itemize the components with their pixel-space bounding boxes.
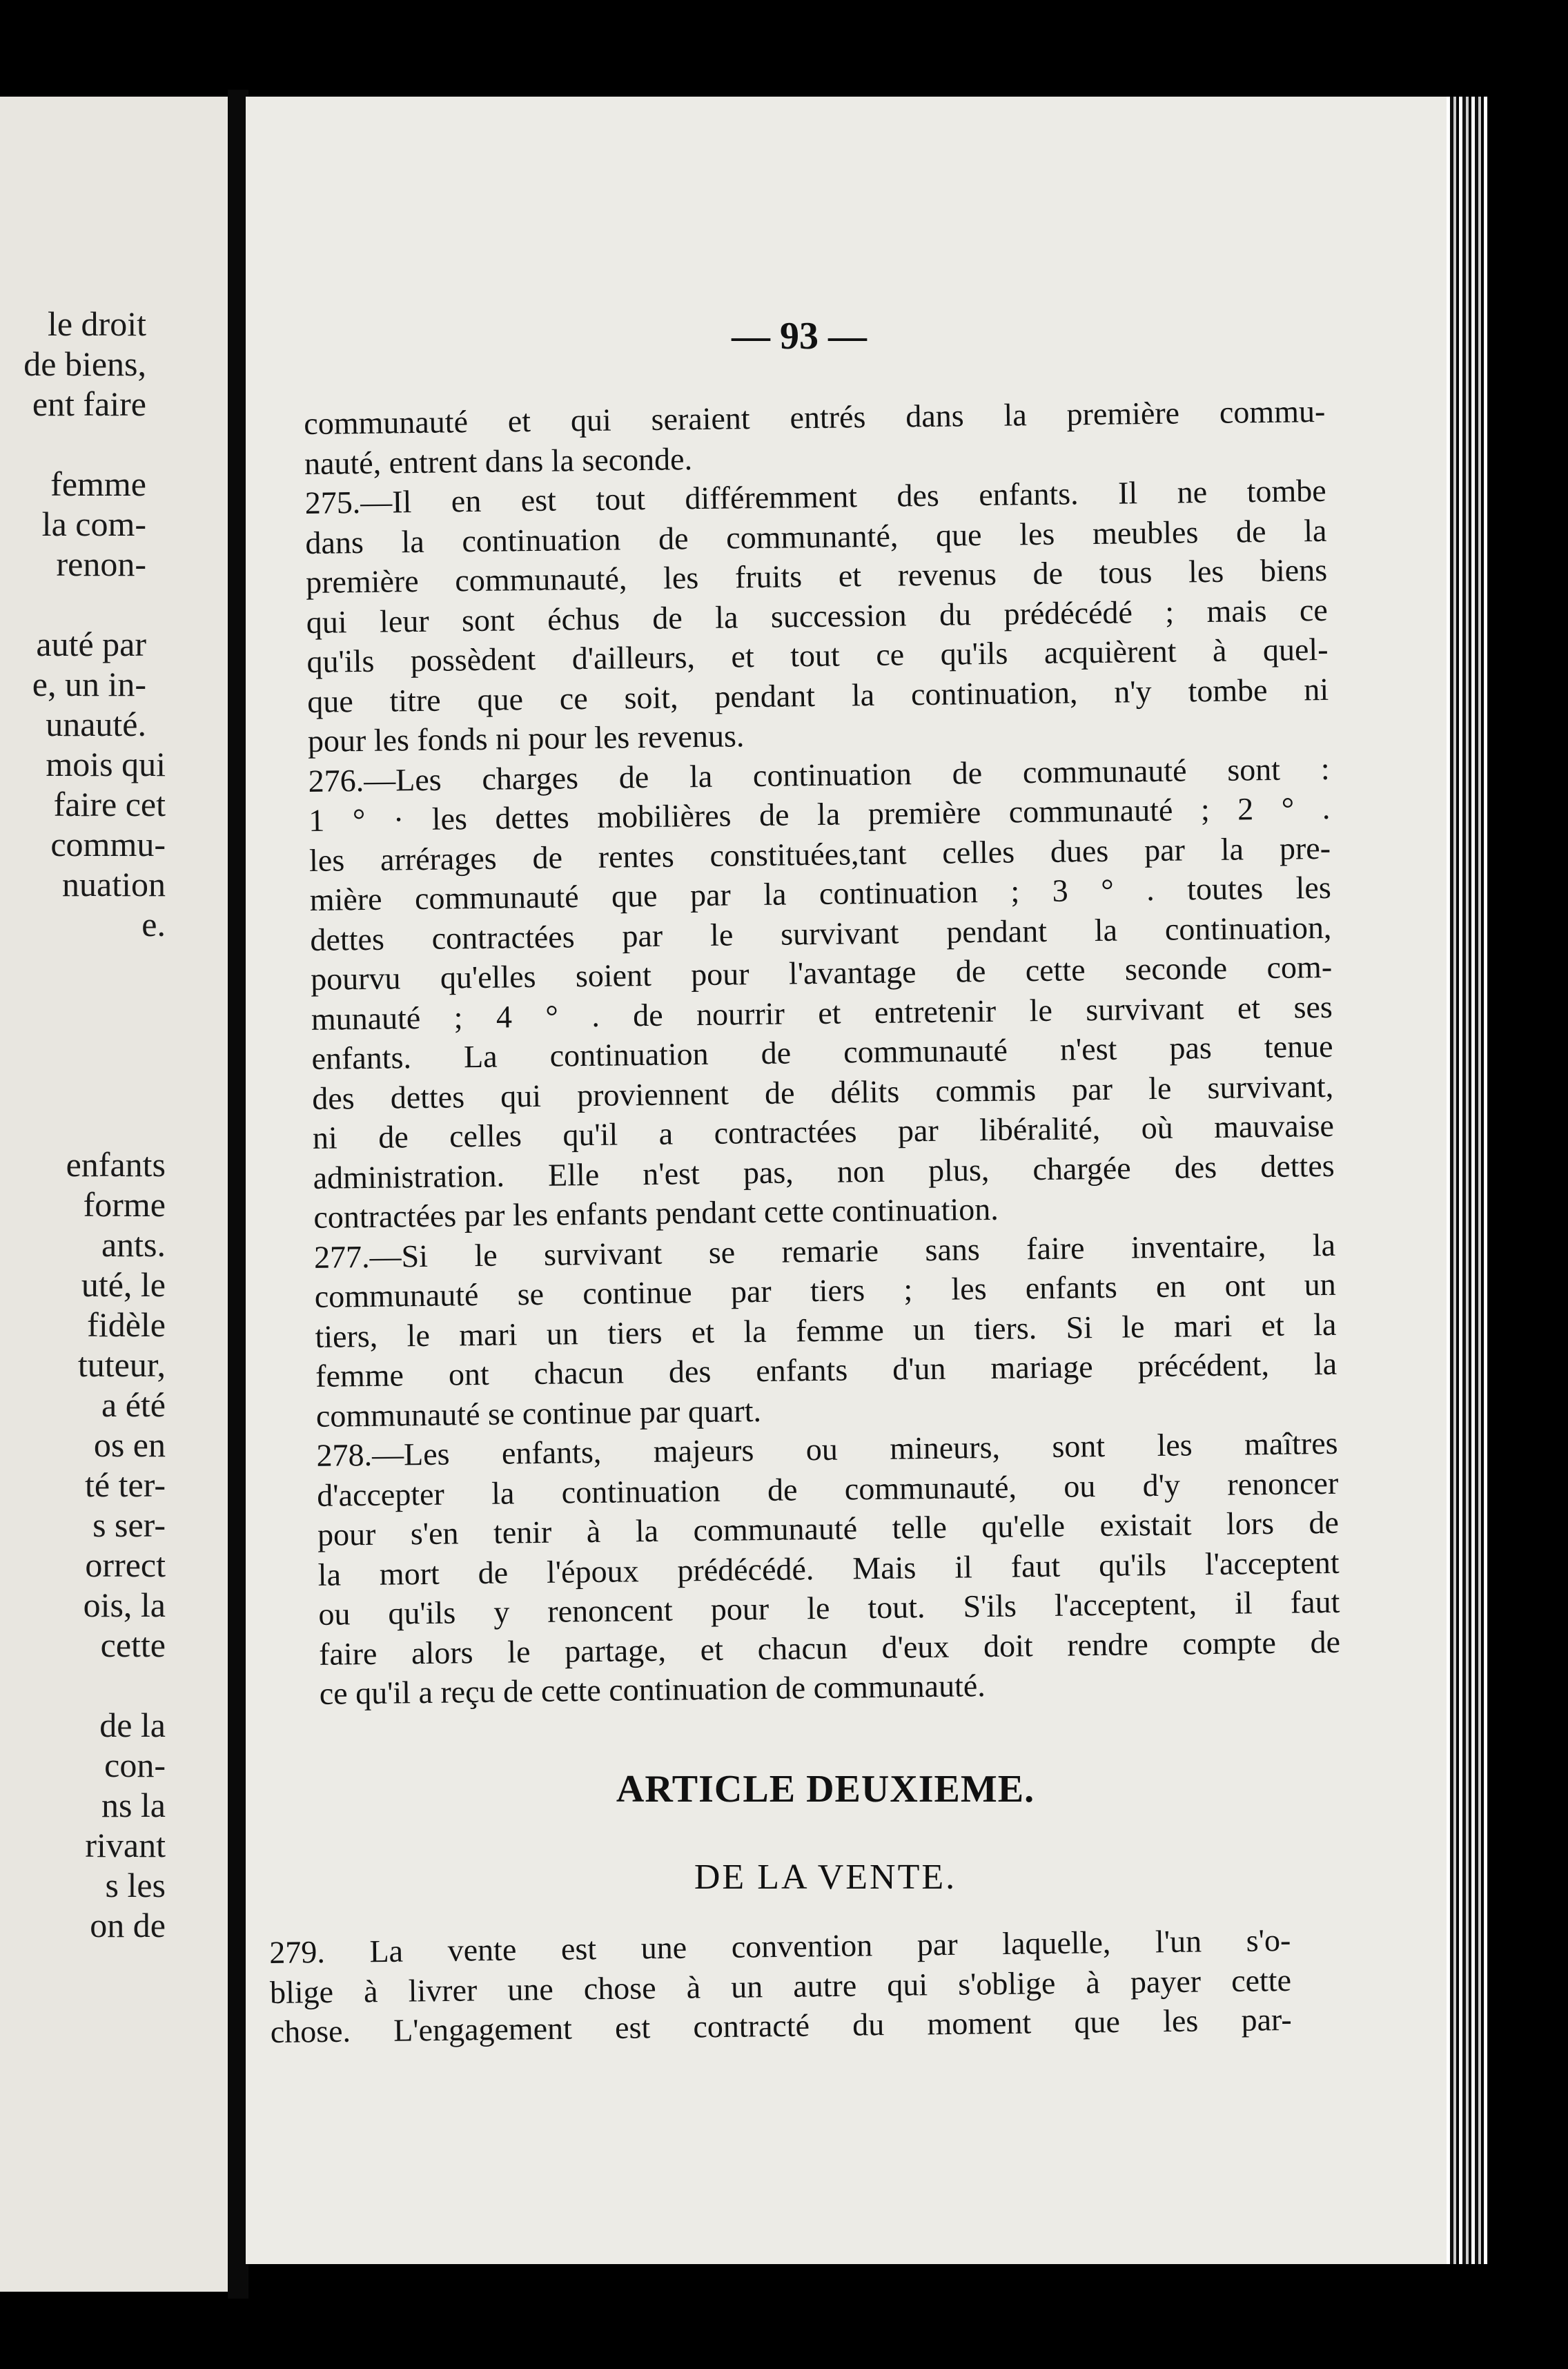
text-line: munauté ; 4 ° . de nourrir et entretenir le survivant et ses: [311, 988, 1333, 1037]
left-page-line: orrect: [85, 1546, 166, 1584]
left-page-line: commu-: [50, 825, 166, 864]
text-line: 276.—Les charges de la continuation de communauté sont :: [308, 750, 1330, 799]
text-line: blige à livrer une chose à un autre qui s'oblige à payer cette: [269, 1962, 1292, 2010]
left-page-line: uté, le: [81, 1265, 166, 1304]
text-line: tiers, le mari un tiers et la femme un tiers. Si le mari et la: [315, 1306, 1337, 1354]
left-page-line: renon-: [56, 545, 146, 583]
left-page-line: cette: [100, 1626, 166, 1664]
text-line: administration. Elle n'est pas, non plus, chargée des dettes: [313, 1147, 1335, 1196]
left-page-line: a été: [101, 1385, 166, 1424]
left-page-line: femme: [50, 465, 146, 503]
text-line: faire alors le partage, et chacun d'eux doit rendre compte de: [318, 1624, 1341, 1672]
left-page-line: ants.: [101, 1225, 166, 1264]
text-line: enfants. La continuation de communauté n'est pas tenue: [311, 1028, 1333, 1076]
left-page-line: unauté.: [46, 705, 146, 743]
section-title: DE LA VENTE.: [694, 1858, 957, 1897]
text-line: pourvu qu'elles soient pour l'avantage de cette seconde com-: [310, 948, 1333, 997]
left-page-line: fidèle: [87, 1305, 166, 1344]
left-page-line: rivant: [85, 1826, 166, 1864]
left-page-line: de la: [99, 1706, 166, 1744]
text-line: communauté et qui seraient entrés dans la première commu-: [304, 393, 1326, 441]
text-line: d'accepter la continuation de communauté, ou d'y renoncer: [317, 1465, 1339, 1513]
left-page-line: e, un in-: [32, 665, 146, 703]
left-page-line: ent faire: [32, 384, 146, 423]
text-line: contractées par les enfants pendant cette continuation.: [313, 1191, 999, 1235]
text-line: pour les fonds ni pour les revenus.: [307, 718, 745, 759]
left-page-line: ns la: [101, 1786, 166, 1824]
left-page-line: os en: [93, 1425, 166, 1464]
text-line: ou qu'ils y renoncent pour le tout. S'ils l'acceptent, il faut: [318, 1583, 1340, 1632]
text-line: ni de celles qu'il a contractées par libéralité, où mauvaise: [312, 1107, 1335, 1156]
text-line: communauté se continue par quart.: [315, 1392, 762, 1434]
text-line: qui leur sont échus de la succession du prédécédé ; mais ce: [306, 592, 1329, 640]
left-page-line: tuteur,: [77, 1345, 166, 1384]
left-page-line: s les: [105, 1866, 166, 1904]
left-page-line: mois qui: [46, 745, 166, 783]
text-line: des dettes qui proviennent de délits commis par le survivant,: [311, 1068, 1334, 1116]
text-line: nauté, entrent dans la seconde.: [304, 440, 693, 481]
left-page-line: e.: [141, 905, 166, 944]
left-page-line: con-: [104, 1746, 166, 1784]
text-line: 1 ° · les dettes mobilières de la première communauté ; 2 ° .: [308, 790, 1331, 838]
left-page-line: faire cet: [53, 785, 166, 823]
left-page-line: s ser-: [92, 1505, 166, 1544]
text-line: ce qu'il a reçu de cette continuation de communauté.: [319, 1668, 986, 1711]
page-number: — 93 —: [732, 315, 867, 358]
text-line: dans la continuation de communanté, que les meubles de la: [305, 512, 1327, 560]
text-line: chose. L'engagement est contracté du moment que les par-: [270, 2001, 1292, 2049]
text-line: 279. La vente est une convention par laquelle, l'un s'o-: [269, 1922, 1291, 1970]
body-text: [304, 391, 1341, 1713]
left-page-line: enfants: [66, 1145, 166, 1184]
left-page-line: forme: [83, 1185, 166, 1224]
left-page-line: on de: [90, 1906, 166, 1944]
text-line: 277.—Si le survivant se remarie sans faire inventaire, la: [313, 1227, 1336, 1275]
text-line: qu'ils possèdent d'ailleurs, et tout ce qu'ils acquièrent à quel-: [306, 631, 1329, 679]
text-line: mière communauté que par la continuation ; 3 ° . toutes les: [309, 869, 1331, 917]
left-page-line: le droit: [47, 304, 146, 343]
text-line: pour s'en tenir à la communauté telle qu'elle existait lors de: [317, 1504, 1340, 1552]
article-title: ARTICLE DEUXIEME.: [616, 1768, 1035, 1811]
left-page-line: nuation: [62, 865, 166, 904]
text-line: les arrérages de rentes constituées,tant celles dues par la pre-: [308, 830, 1331, 878]
left-page-line: ois, la: [83, 1586, 166, 1624]
text-line: femme ont chacun des enfants d'un mariage précédent, la: [315, 1345, 1337, 1394]
text-line: 275.—Il en est tout différemment des enfants. Il ne tombe: [304, 472, 1326, 520]
page-edge-stack: [1447, 97, 1488, 2264]
left-page-fragment: [0, 97, 228, 2292]
text-line: première communauté, les fruits et revenus de tous les biens: [305, 552, 1328, 600]
text-line: communauté se continue par tiers ; les enfants en ont un: [314, 1266, 1337, 1314]
text-line: la mort de l'époux prédécédé. Mais il faut qu'ils l'acceptent: [317, 1544, 1340, 1592]
left-page-line: té ter-: [85, 1465, 166, 1504]
left-page-line: de biens,: [23, 344, 146, 383]
left-page-line: auté par: [36, 625, 146, 663]
final-paragraph: [269, 1920, 1292, 2052]
text-line: que titre que ce soit, pendant la continuation, n'y tombe ni: [306, 671, 1329, 719]
text-line: dettes contractées par le survivant pendant la continuation,: [310, 909, 1332, 957]
text-line: 278.—Les enfants, majeurs ou mineurs, sont les maîtres: [316, 1425, 1338, 1473]
left-page-line: la com-: [41, 505, 146, 543]
